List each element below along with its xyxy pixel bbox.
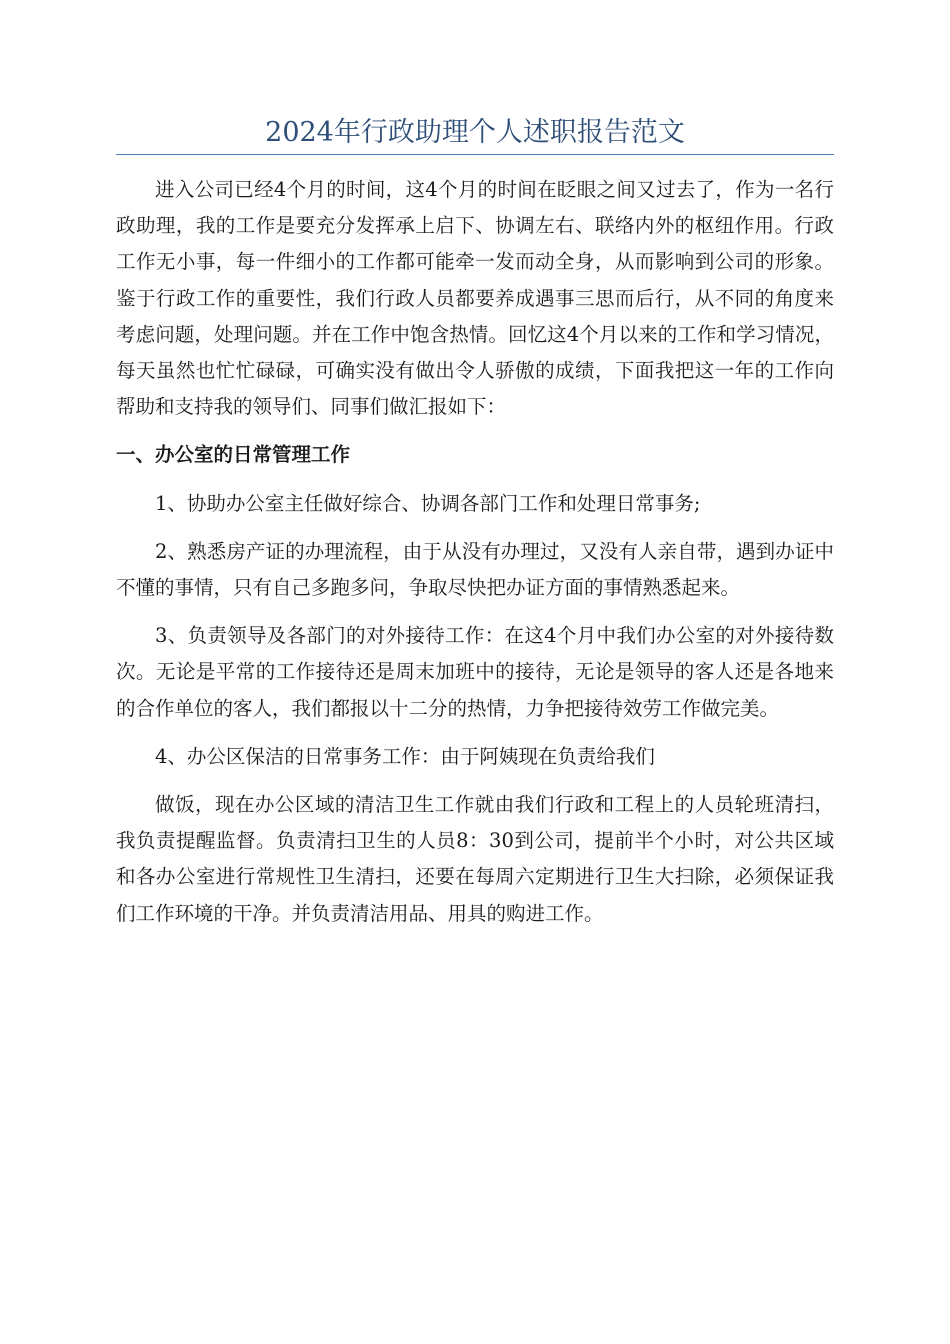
document-title: 2024年行政助理个人述职报告范文 — [265, 117, 685, 148]
list-item-4: 4、办公区保洁的日常事务工作：由于阿姨现在负责给我们 — [155, 744, 655, 768]
list-item-1: 1、协助办公室主任做好综合、协调各部门工作和处理日常事务; — [155, 491, 701, 515]
list-item-3: 3、负责领导及各部门的对外接待工作：在这4个月中我们办公室的对外接待数次。无论是平常的工作接待还是周末加班中的接待，无论是领导的客人还是各地来的合作单位的客人，我们都报以十二分的热情，力争把接待效劳工作做完美。 — [116, 624, 834, 720]
list-item-2: 2、熟悉房产证的办理流程，由于从没有办理过，又没有人亲自带，遇到办证中不懂的事情，只有自己多跑多问，争取尽快把办证方面的事情熟悉起来。 — [116, 539, 834, 600]
continuation-paragraph: 做饭，现在办公区域的清洁卫生工作就由我们行政和工程上的人员轮班清扫，我负责提醒监督。负责清扫卫生的人员8：30到公司，提前半个小时，对公共区域和各办公室进行常规性卫生清扫，还要在每周六定期进行卫生大扫除，必须保证我们工作环境的干净。并负责清洁用品、用具的购进工作。 — [116, 793, 834, 925]
section-heading: 一、办公室的日常管理工作 — [116, 443, 351, 467]
title-underline — [116, 154, 834, 155]
document-body — [116, 172, 834, 944]
intro-paragraph: 进入公司已经4个月的时间，这4个月的时间在眨眼之间又过去了，作为一名行政助理，我的工作是要充分发挥承上启下、协调左右、联络内外的枢纽作用。行政工作无小事，每一件细小的工作都可能牵一发而动全身，从而影响到公司的形象。鉴于行政工作的重要性，我们行政人员都要养成遇事三思而后行，从不同的角度来考虑问题，处理问题。并在工作中饱含热情。回忆这4个月以来的工作和学习情况，每天虽然也忙忙碌碌，可确实没有做出令人骄傲的成绩，下面我把这一年的工作向帮助和支持我的领导们、同事们做汇报如下： — [116, 178, 834, 419]
